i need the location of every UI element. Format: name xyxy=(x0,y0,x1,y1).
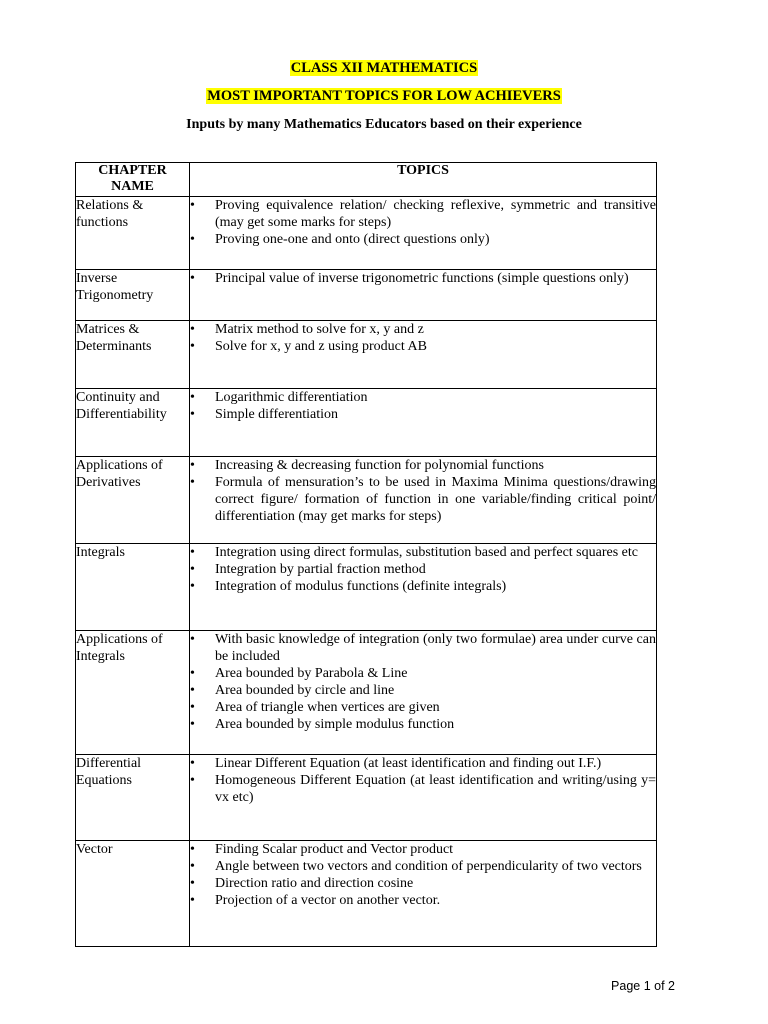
chapter-name-cell: Applications of Derivatives xyxy=(76,457,190,544)
document-subtitle xyxy=(0,117,768,133)
topic-list xyxy=(190,841,656,909)
topics-cell xyxy=(190,755,657,841)
topic-list xyxy=(190,755,656,806)
chapter-name-cell: Integrals xyxy=(76,544,190,631)
chapter-name-cell: Matrices & Determinants xyxy=(76,321,190,389)
table-row xyxy=(76,197,657,270)
topic-item: • Matrix method to solve for x, y and z xyxy=(190,321,656,338)
topic-item: • Area of triangle when vertices are given xyxy=(190,699,656,716)
topics-cell xyxy=(190,457,657,544)
table-row xyxy=(76,321,657,389)
document-title-text: CLASS XII MATHEMATICS xyxy=(290,60,478,76)
table-row xyxy=(76,457,657,544)
topics-cell xyxy=(190,631,657,755)
page-number: Page 1 of 2 xyxy=(611,979,675,993)
topic-item: • Area bounded by Parabola & Line xyxy=(190,665,656,682)
topics-cell xyxy=(190,389,657,457)
chapter-name-cell: Continuity and Differentiability xyxy=(76,389,190,457)
chapter-name-cell: Inverse Trigonometry xyxy=(76,270,190,321)
table-row xyxy=(76,389,657,457)
topic-item: • Proving equivalence relation/ checking reflexive, symmetric and transitive (may get some marks for steps) xyxy=(190,197,656,231)
topics-cell xyxy=(190,544,657,631)
topics-table xyxy=(75,162,657,947)
chapter-name-cell: Applications of Integrals xyxy=(76,631,190,755)
topic-item: • Homogeneous Different Equation (at least identification and writing/using y= vx etc) xyxy=(190,772,656,806)
chapter-name-cell: Relations & functions xyxy=(76,197,190,270)
topics-cell xyxy=(190,321,657,389)
topics-cell xyxy=(190,197,657,270)
topic-item: • Direction ratio and direction cosine xyxy=(190,875,656,892)
topic-item: • Formula of mensuration’s to be used in Maxima Minima questions/drawing correct figure/ formation of function in one variable/finding critical point/ differentiation (may get marks for steps) xyxy=(190,474,656,525)
column-header-chapter: CHAPTER NAME xyxy=(76,163,190,197)
topic-list xyxy=(190,457,656,525)
table-row xyxy=(76,270,657,321)
topic-item: • Linear Different Equation (at least identification and finding out I.F.) xyxy=(190,755,656,772)
topics-cell xyxy=(190,270,657,321)
chapter-name-cell: Differential Equations xyxy=(76,755,190,841)
document-heading xyxy=(0,88,768,105)
table-header-row xyxy=(76,163,657,197)
topic-list xyxy=(190,544,656,595)
document-subtitle-text: Inputs by many Mathematics Educators based on their experience xyxy=(186,117,582,132)
document-heading-text: MOST IMPORTANT TOPICS FOR LOW ACHIEVERS xyxy=(207,88,561,104)
topic-item: • Area bounded by simple modulus function xyxy=(190,716,656,733)
chapter-name-cell: Vector xyxy=(76,841,190,947)
topic-item: • With basic knowledge of integration (only two formulae) area under curve can be included xyxy=(190,631,656,665)
topic-item: • Integration of modulus functions (definite integrals) xyxy=(190,578,656,595)
topic-item: • Increasing & decreasing function for polynomial functions xyxy=(190,457,656,474)
topic-item: • Solve for x, y and z using product AB xyxy=(190,338,656,355)
topic-item: • Finding Scalar product and Vector product xyxy=(190,841,656,858)
topic-item: • Logarithmic differentiation xyxy=(190,389,656,406)
document-title xyxy=(0,60,768,77)
topic-item: • Projection of a vector on another vector. xyxy=(190,892,656,909)
table-row xyxy=(76,544,657,631)
topic-list xyxy=(190,321,656,355)
topic-item: • Proving one-one and onto (direct questions only) xyxy=(190,231,656,248)
topic-list xyxy=(190,197,656,248)
table-row xyxy=(76,841,657,947)
topic-item: • Area bounded by circle and line xyxy=(190,682,656,699)
topic-item: • Simple differentiation xyxy=(190,406,656,423)
topic-list xyxy=(190,631,656,733)
topic-list xyxy=(190,389,656,423)
topic-item: • Integration using direct formulas, substitution based and perfect squares etc xyxy=(190,544,656,561)
table-row xyxy=(76,631,657,755)
table-row xyxy=(76,755,657,841)
topics-cell xyxy=(190,841,657,947)
topic-item: • Angle between two vectors and condition of perpendicularity of two vectors xyxy=(190,858,656,875)
column-header-topics: TOPICS xyxy=(190,163,657,197)
topic-item: • Principal value of inverse trigonometric functions (simple questions only) xyxy=(190,270,656,287)
topic-item: • Integration by partial fraction method xyxy=(190,561,656,578)
topic-list xyxy=(190,270,656,287)
table-body xyxy=(76,197,657,947)
